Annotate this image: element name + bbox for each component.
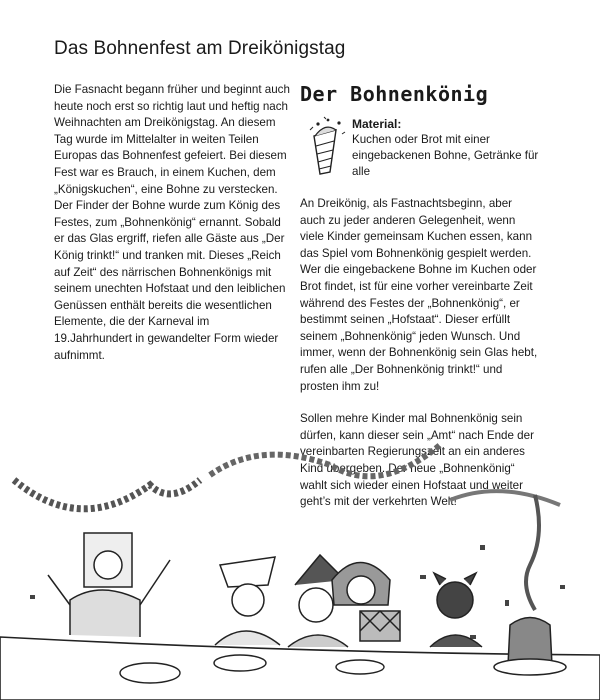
- garland-left: [14, 480, 200, 509]
- party-horn-icon: [306, 116, 346, 176]
- party-table-illustration: [0, 385, 600, 700]
- material-block: [300, 116, 540, 180]
- streamer-hanging: [526, 495, 539, 610]
- streamer: [450, 491, 560, 505]
- intro-column: [54, 82, 290, 364]
- child-hood-costume: [332, 563, 400, 642]
- child-robot-costume: [48, 533, 170, 637]
- garland-right: [210, 445, 440, 476]
- material-label: Material:: [352, 117, 402, 131]
- game-paragraph-2: Sollen mehre Kinder mal Bohnenkönig sein dürfen, kann dieser sein „Amt“ nach Ende der vereinbarten Regierungszeit an ein anderes Kind übergeben. Der neue „Bohnenkönig“ wahlt sich wieder einen Hofstaat und weiter geht’s mit der verkehrten Welt!: [300, 412, 534, 509]
- ring-cake: [494, 618, 566, 676]
- page-title: Das Bohnenfest am Dreikönigstag: [54, 38, 346, 59]
- intro-paragraph: Die Fasnacht begann früher und beginnt auch heute noch erst so richtig laut und heftig nach Weihnachten am Dreikönigstag. An diesem Tag wurde im Mittelalter in weiten Teilen Europas das Bohnenfest gefeiert. Bei diesem Fest war es Brauch, in einem Kuchen, dem „Königskuchen“, eine Bohne zu verstecken. Der Finder der Bohne wurde zum König des Festes, zum „Bohnenkönig“ ernannt. Sobald er das Glas ergriff, riefen alle Gäste aus „Der König trinkt!“ und tranken mit. Dieses „Reich auf Zeit“ des närrischen Bohnenkönigs mit seinem unechten Hofstaat und den leiblichen Genüssen enthält bereits die wesentlichen Elemente, die der Karneval im 19.Jahrhundert in gewandelter Form wieder aufnimmt.: [54, 83, 290, 362]
- child-nurse-costume: [215, 557, 280, 645]
- material-text: Kuchen oder Brot mit einer eingebackenen Bohne, Getränke für alle: [352, 133, 539, 178]
- game-paragraph-1: An Dreikönig, als Fastnachtsbeginn, aber auch zu jeder anderen Gelegenheit, wenn viele Kinder gemeinsam Kuchen essen, kann das Spiel vom Bohnenkönig gespielt werden. Wer die eingebackene Bohne im Kuchen oder Brot findet, ist für eine vorher vereinbarte Zeit während des Festes der „Bohnenkönig“, er bestimmt seinen „Hofstaat“. Dieser erfüllt seinem „Bohnenkönig“ jeden Wunsch. Und immer, wenn der Bohnenkönig sein Glas hebt, rufen alle „Der Bohnenkönig trinkt!“ und prosten ihm zu!: [300, 197, 538, 393]
- section-title: Der Bohnenkönig: [300, 82, 489, 106]
